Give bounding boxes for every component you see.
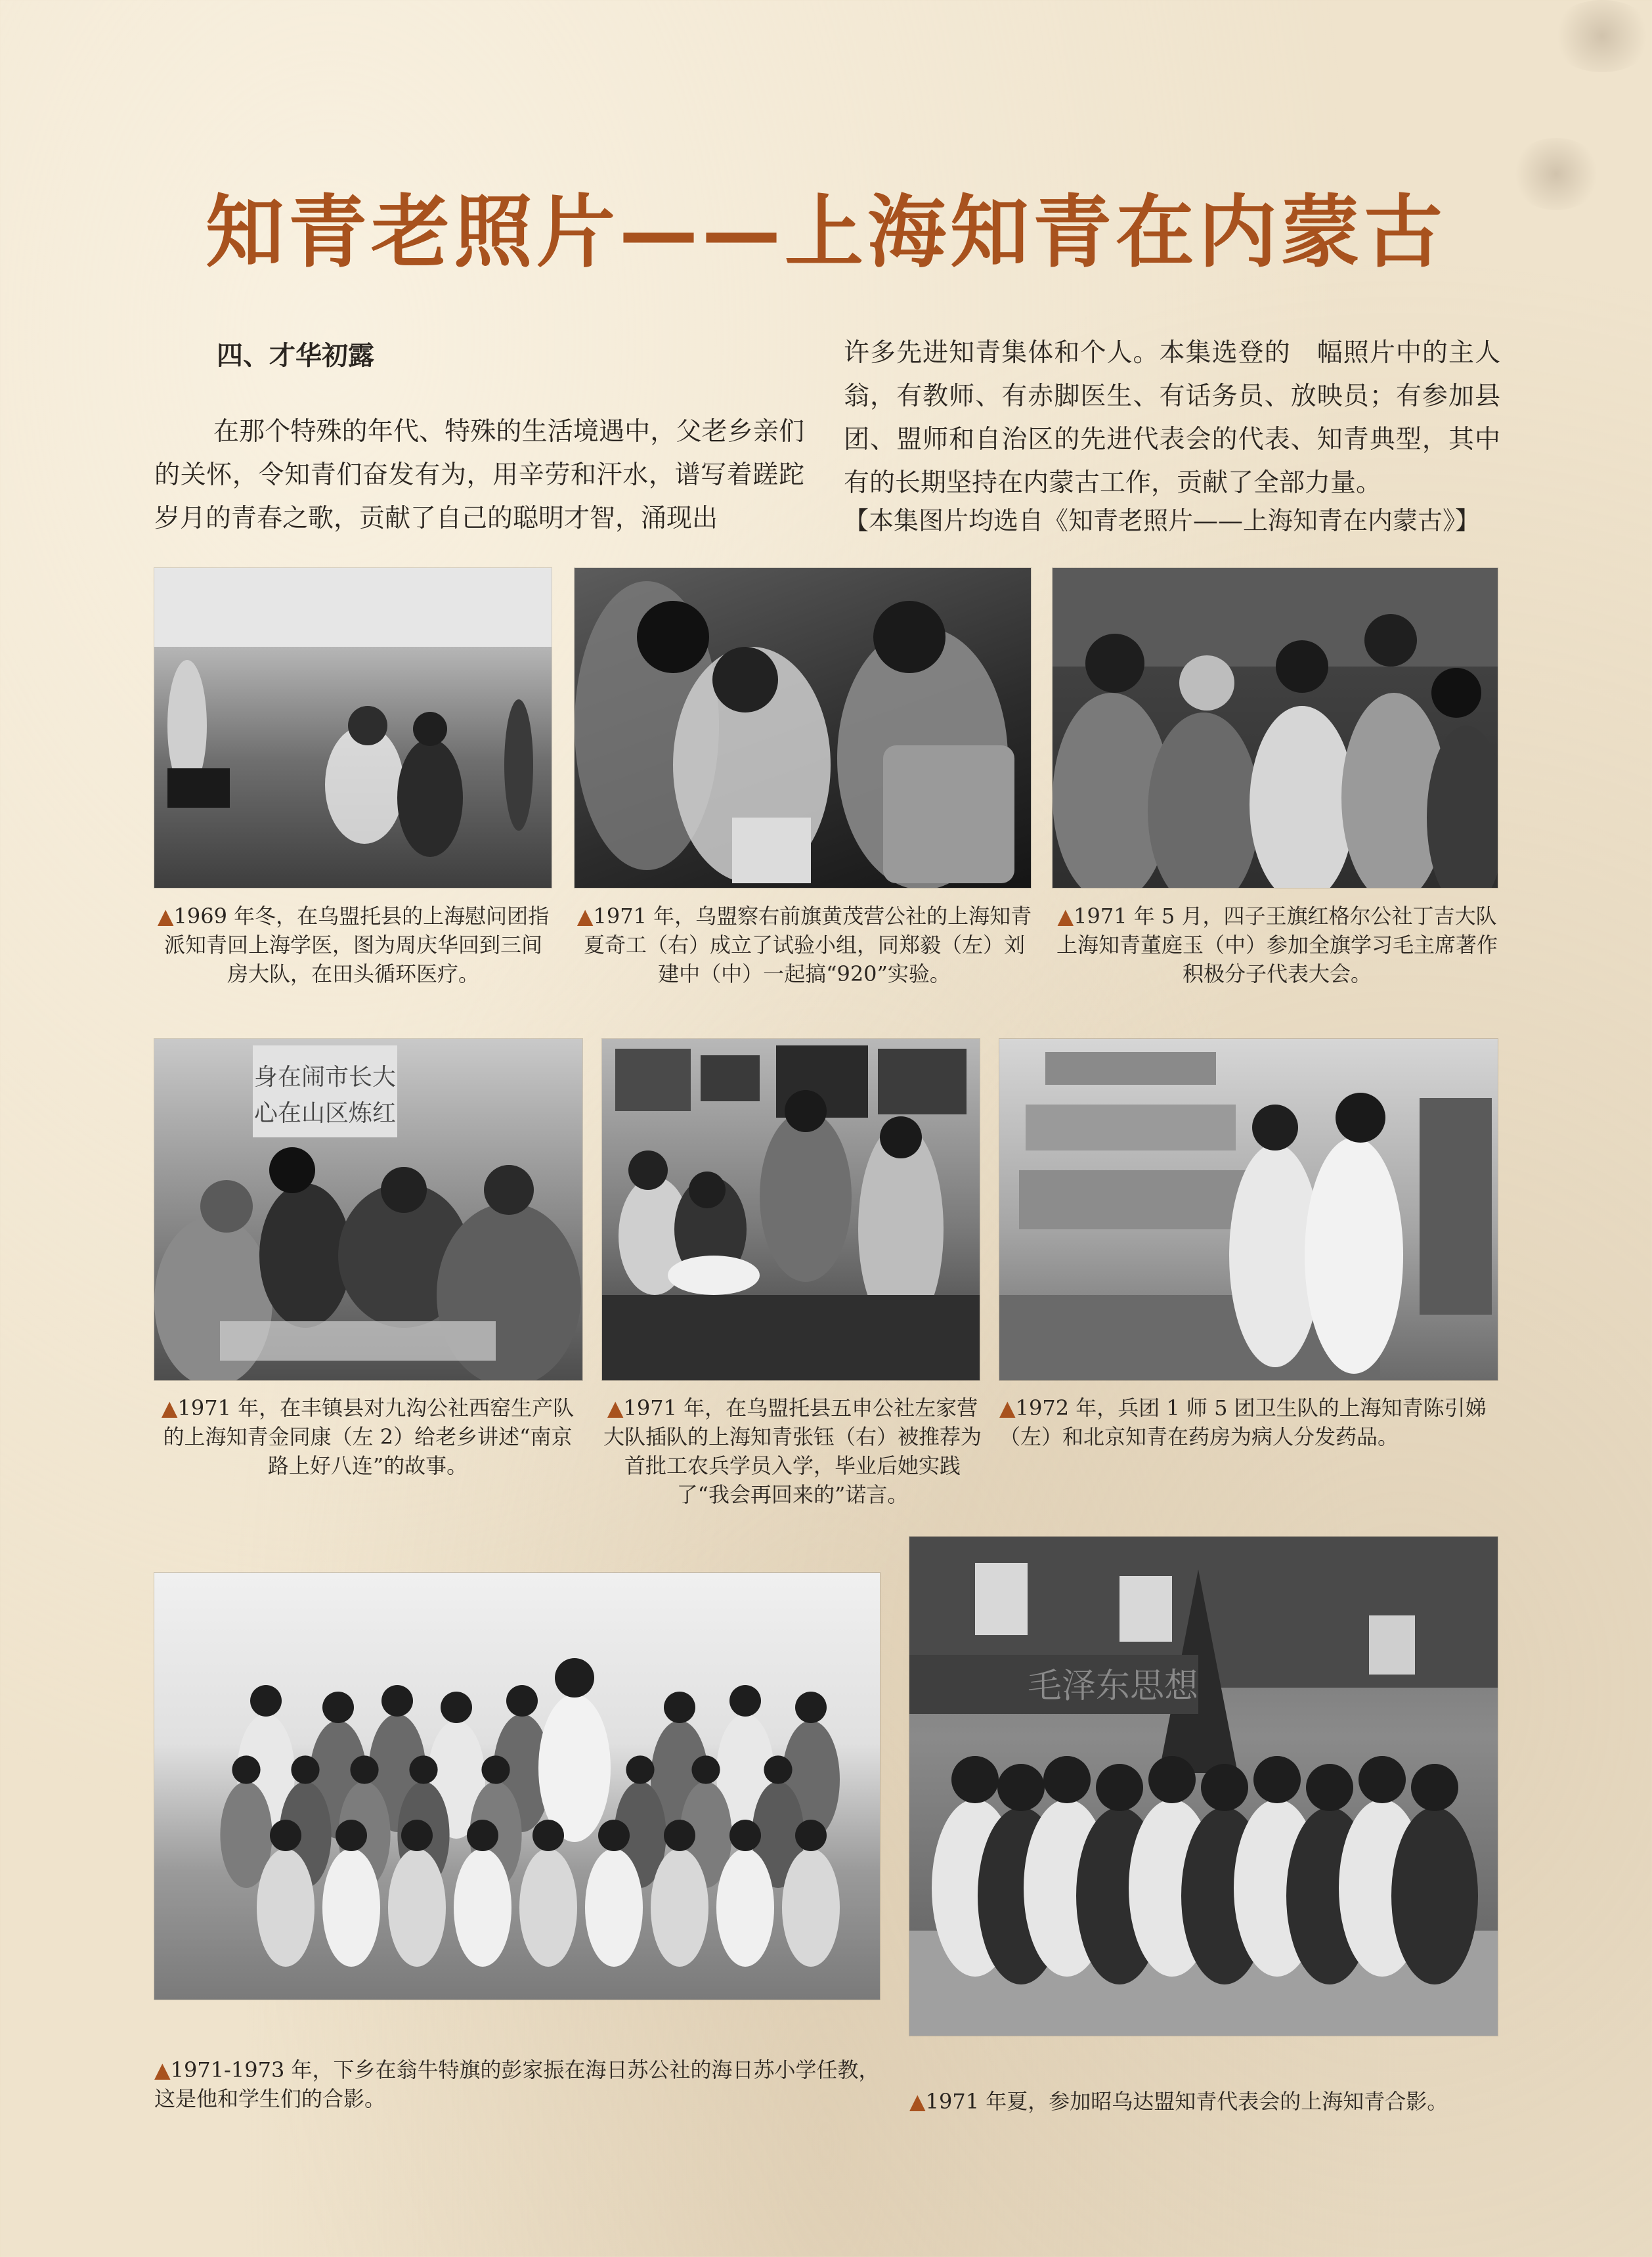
caption-3-text: 1971 年 5 月，四子王旗红格尔公社丁吉大队上海知青董庭玉（中）参加全旗学习毛主席著作积极分子代表大会。 (1056, 904, 1498, 986)
caption-2 (575, 902, 1034, 988)
caption-4 (154, 1393, 581, 1480)
triangle-marker-icon: ▲ (909, 2089, 926, 2114)
caption-2-text: 1971 年，乌盟察右前旗黄茂营公社的上海知青夏奇工（右）成立了试验小组，同郑毅（左）刘建中（中）一起搞“920”实验。 (583, 904, 1032, 986)
caption-4-text: 1971 年，在丰镇县对九沟公社西窑生产队的上海知青金同康（左 2）给老乡讲述“南京路上好八连”的故事。 (163, 1395, 575, 1478)
triangle-marker-icon: ▲ (1057, 904, 1074, 929)
photo-wall-banner: 毛泽东思想 (1028, 1667, 1199, 1706)
class-photo-figures (154, 1573, 880, 2000)
triangle-marker-icon: ▲ (999, 1395, 1016, 1420)
caption-7-text: 1971-1973 年，下乡在翁牛特旗的彭家振在海日苏公社的海日苏小学任教，这是他和学生们的合影。 (154, 2057, 880, 2111)
caption-8-text: 1971 年夏，参加昭乌达盟知青代表会的上海知青合影。 (925, 2089, 1448, 2114)
page-title: 知青老照片——上海知青在内蒙古 (206, 187, 1446, 278)
caption-5 (602, 1393, 983, 1509)
delegate-figure (1391, 1764, 1478, 1984)
caption-3 (1051, 902, 1504, 988)
teacher-figure (538, 1658, 611, 1842)
photo-congress-meeting (1053, 568, 1498, 888)
caption-6-text: 1972 年，兵团 1 师 5 团卫生队的上海知青陈引娣（左）和北京知青在药房为病人分发药品。 (999, 1395, 1487, 1449)
student-figure (519, 1820, 577, 1967)
intro-paragraph-right: 许多先进知青集体和个人。本集选登的 幅照片中的主人翁，有教师、有赤脚医生、有话务员、放映员；有参加县团、盟师和自治区的先进代表会的代表、知青典型，其中有的长期坚持在内蒙古工作，贡献了全部力量。 (844, 338, 1500, 498)
triangle-marker-icon: ▲ (157, 904, 174, 929)
caption-5-text: 1971 年，在乌盟托县五申公社左家营大队插队的上海知青张钰（右）被推荐为首批工农兵学员入学，毕业后她实践了“我会再回来的”诺言。 (603, 1395, 982, 1507)
photo-field-medical (154, 568, 552, 888)
caption-1 (156, 902, 550, 988)
caption-6 (999, 1393, 1505, 1451)
intro-paragraph-left: 在那个特殊的年代、特殊的生活境遇中，父老乡亲们的关怀，令知青们奋发有为，用辛劳和汗水，谱写着蹉跎岁月的青春之歌，贡献了自己的聪明才智，涌现出 (154, 417, 804, 533)
source-note: 【本集图片均选自《知青老照片——上海知青在内蒙古》】 (844, 506, 1481, 535)
photo-recommended-student (602, 1039, 980, 1380)
triangle-marker-icon: ▲ (576, 904, 594, 929)
photo-sign-line2: 心在山区炼红 (253, 1100, 397, 1127)
caption-1-text: 1969 年冬，在乌盟托县的上海慰问团指派知青回上海学医，图为周庆华回到三间房大队，在田头循环医疗。 (163, 904, 550, 986)
delegate-photo-figures (909, 1537, 1498, 2036)
photo-storytelling (154, 1039, 582, 1380)
photo-youth-delegates (909, 1537, 1498, 2036)
caption-7 (154, 2055, 883, 2113)
triangle-marker-icon: ▲ (154, 2057, 171, 2082)
photo-teacher-students (154, 1573, 880, 2000)
photo-pharmacy (999, 1039, 1498, 1380)
photo-sign-line1: 身在闹市长大 (253, 1064, 397, 1091)
section-heading: 四、才华初露 (217, 341, 374, 371)
triangle-marker-icon: ▲ (161, 1395, 178, 1420)
caption-8 (909, 2087, 1520, 2116)
paper-stain (1550, 0, 1652, 72)
photo-lab-experiment (575, 568, 1031, 888)
triangle-marker-icon: ▲ (607, 1395, 624, 1420)
